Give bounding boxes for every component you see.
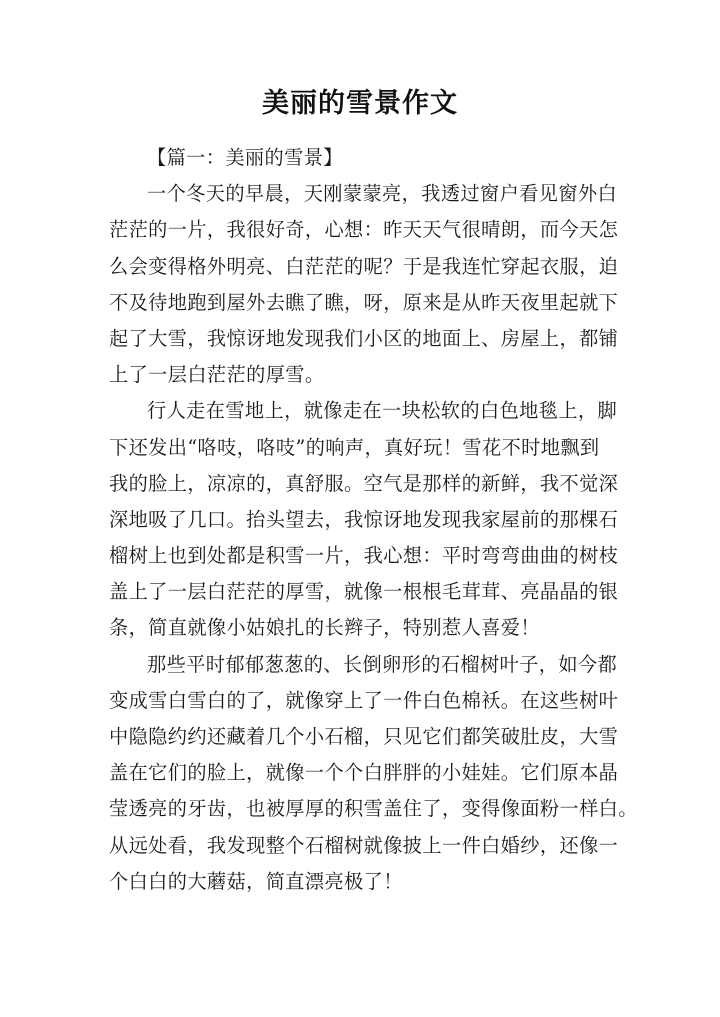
paragraph-2-line-1: 行人走在雪地上，就像走在一块松软的白色地毯上，脚	[147, 399, 618, 423]
paragraph-2-line-4: 深地吸了几口。抬头望去，我惊讶地发现我家屋前的那棵石	[109, 507, 619, 531]
paragraph-1-line-1: 一个冬天的早晨，天刚蒙蒙亮，我透过窗户看见窗外白	[147, 182, 618, 206]
paragraph-3-line-2: 变成雪白雪白的了，就像穿上了一件白色棉袄。在这些树叶	[109, 688, 619, 712]
paragraph-1-line-2: 茫茫的一片，我很好奇，心想：昨天天气很晴朗，而今天怎	[109, 218, 619, 242]
paragraph-2-line-3: 我的脸上，凉凉的，真舒服。空气是那样的新鲜，我不觉深	[109, 471, 619, 495]
section-heading: 【篇一：美丽的雪景】	[147, 146, 343, 169]
paragraph-1-line-4: 不及待地跑到屋外去瞧了瞧，呀，原来是从昨天夜里起就下	[109, 290, 619, 314]
paragraph-3-line-4: 盖在它们的脸上，就像一个个白胖胖的小娃娃。它们原本晶	[109, 761, 619, 785]
document-body	[109, 140, 638, 900]
paragraph-3-line-7: 个白白的大蘑菇，简直漂亮极了！	[109, 869, 403, 893]
paragraph-3-line-6: 从远处看，我发现整个石榴树就像披上一件白婚纱，还像一	[109, 833, 619, 857]
paragraph-1-line-6: 上了一层白茫茫的厚雪。	[109, 363, 325, 387]
document-title: 美丽的雪景作文	[262, 88, 458, 119]
paragraph-3-line-3: 中隐隐约约还藏着几个小石榴，只见它们都笑破肚皮，大雪	[109, 725, 619, 748]
paragraph-1-line-5: 起了大雪，我惊讶地发现我们小区的地面上、房屋上，都铺	[109, 326, 619, 350]
paragraph-2-line-2: 下还发出“咯吱，咯吱”的响声，真好玩！雪花不时地飘到	[109, 435, 600, 459]
paragraph-3-line-5: 莹透亮的牙齿，也被厚厚的积雪盖住了，变得像面粉一样白。	[109, 797, 638, 821]
paragraph-2-line-7: 条，简直就像小姑娘扎的长辫子，特别惹人喜爱！	[109, 616, 540, 640]
paragraph-3-line-1: 那些平时郁郁葱葱的、长倒卵形的石榴树叶子，如今都	[147, 652, 618, 676]
paragraph-2-line-5: 榴树上也到处都是积雪一片，我心想：平时弯弯曲曲的树枝	[109, 544, 619, 568]
paragraph-1-line-3: 么会变得格外明亮、白茫茫的呢？于是我连忙穿起衣服，迫	[109, 254, 619, 278]
paragraph-2-line-6: 盖上了一层白茫茫的厚雪，就像一根根毛茸茸、亮晶晶的银	[109, 580, 619, 604]
